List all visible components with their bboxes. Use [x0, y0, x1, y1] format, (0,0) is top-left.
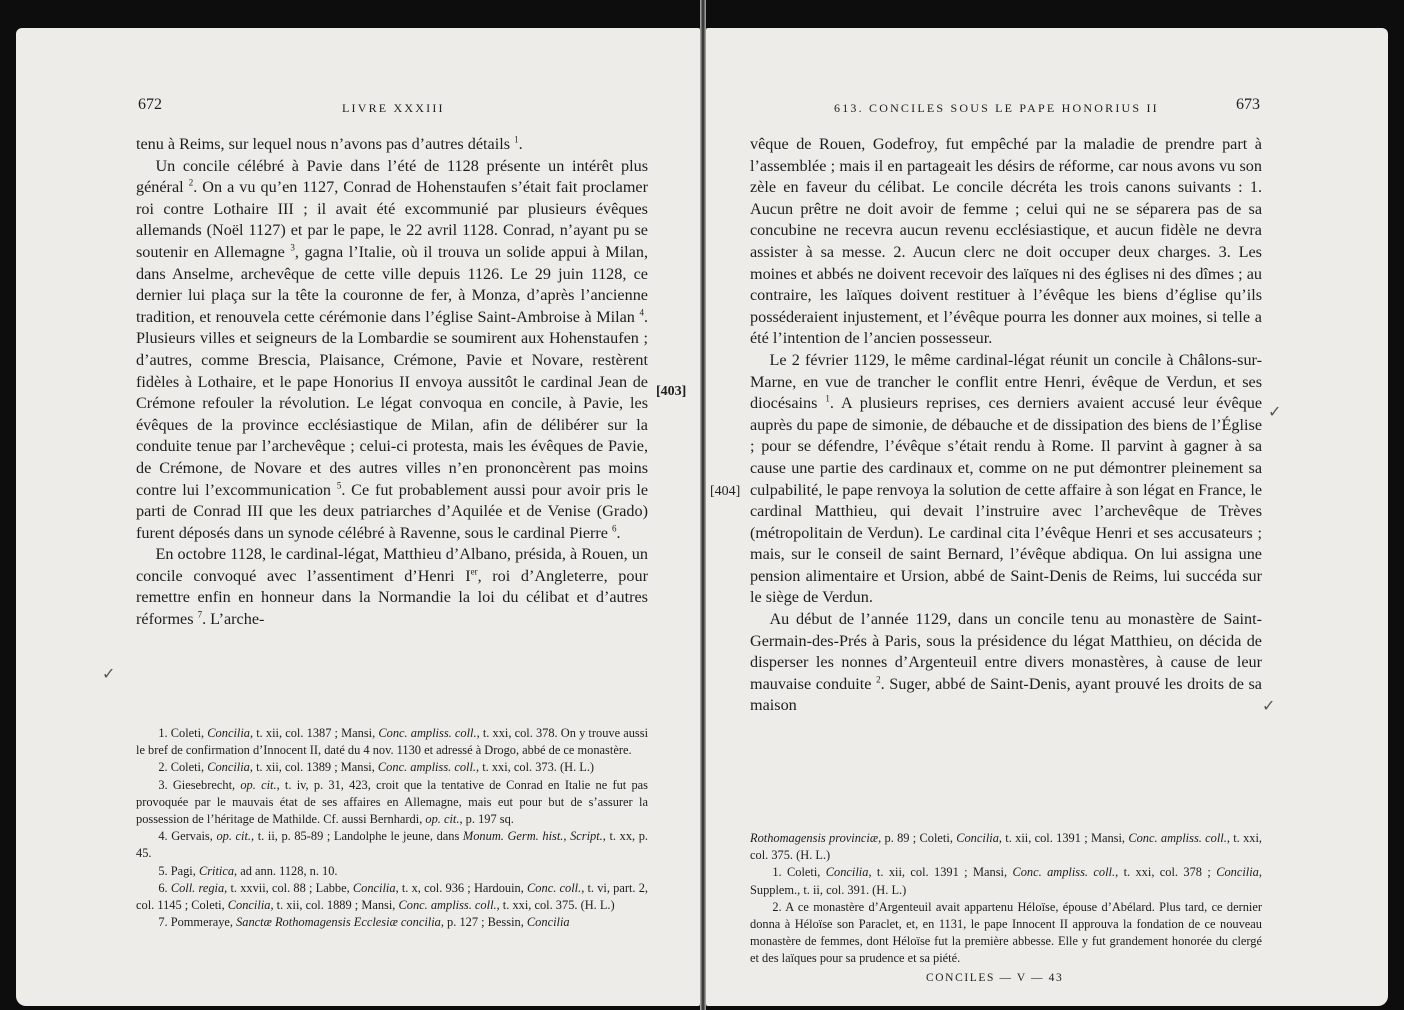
- footnote: 6. Coll. regia, t. xxvii, col. 88 ; Labbe, Concilia, t. x, col. 936 ; Hardouin, Conc. coll., t. vi, part. 2, col. 1145 ; Coleti, Concilia, t. xii, col. 1889 ; Mansi, Conc. ampliss. coll., t. xxi, col. 375. (H. L.): [136, 880, 649, 913]
- note-ref: 1: [514, 134, 519, 145]
- page-number: 673: [1236, 96, 1260, 113]
- margin-number: [404]: [710, 484, 741, 499]
- body-text: [750, 134, 1262, 717]
- body-text: [136, 134, 648, 631]
- footnote: 3. Giesebrecht, op. cit., t. iv, p. 31, 423, croit que la tentative de Conrad en Italie ne fut pas provoquée par le mauvais état de ses affaires en Allemagne, mais eut pour but de s’assurer la possession de l’héritage de Mathilde. Cf. aussi Bernhardi, op. cit., p. 197 sq.: [136, 777, 648, 827]
- page-number: 672: [138, 96, 162, 113]
- paragraph: En octobre 1128, le cardinal-légat, Matthieu d’Albano, présida, à Rouen, un concile convoqué avec l’assentiment d’Henri Ier, roi d’Angleterre, pour remettre enfin en honneur dans la Normandie la loi du célibat et d’autres réformes $^7$. L’arche-: [136, 545, 648, 629]
- pencil-tick-mark: ✓: [102, 666, 116, 683]
- note-ref: 3: [290, 242, 295, 253]
- paragraph: tenu à Reims, sur lequel nous n’avons pas d’autres détails $^1$.: [136, 134, 523, 153]
- paragraph: Au début de l’année 1129, dans un concile tenu au monastère de Saint-Germain-des-Prés à Paris, sous la présidence du légat Matthieu, on décida de disperser les nonnes d’Argenteuil entre divers monastères, à cause de leur mauvaise conduite $^2$. Suger, abbé de Saint-Denis, ayant prouvé les droits de sa maison: [750, 610, 1262, 715]
- margin-number: [403]: [656, 384, 687, 399]
- footnotes: [750, 830, 1262, 968]
- running-head: 613. CONCILES SOUS LE PAPE HONORIUS II: [834, 101, 1159, 115]
- running-head: LIVRE XXXIII: [342, 101, 445, 115]
- note-ref: 5: [336, 480, 342, 491]
- footnote: 7. Pommeraye, Sanctæ Rothomagensis Ecclesiæ concilia, p. 127 ; Bessin, Concilia: [158, 915, 570, 930]
- pencil-tick-mark: ✓: [1262, 698, 1276, 715]
- footnotes: [136, 725, 648, 931]
- note-ref: 2: [188, 177, 194, 188]
- printer-signature: CONCILES — V — 43: [926, 972, 1064, 984]
- right-page: [706, 28, 1388, 1006]
- footnote: Rothomagensis provinciæ, p. 89 ; Coleti, Concilia, t. xii, col. 1391 ; Mansi, Conc. ampliss. coll., t. xxi, col. 375. (H. L.): [750, 831, 1263, 863]
- superscript: er: [470, 566, 478, 577]
- note-ref: 2: [876, 674, 881, 685]
- footnote: 1. Coleti, Concilia, t. xii, col. 1391 ; Mansi, Conc. ampliss. coll., t. xxi, col. 378 ; Concilia, Supplem., t. ii, col. 391. (H. L.): [750, 865, 1262, 897]
- footnote: 5. Pagi, Critica, ad ann. 1128, n. 10.: [158, 863, 338, 878]
- footnote: 2. Coleti, Concilia, t. xii, col. 1389 ; Mansi, Conc. ampliss. coll., t. xxi, col. 373. (H. L.): [158, 760, 595, 775]
- note-ref: 4: [639, 307, 644, 318]
- paragraph: vêque de Rouen, Godefroy, fut empêché par la maladie de prendre part à l’assemblée ; mais il en partageait les désirs de réforme, car nous avons vu son zèle en faveur du célibat. Le concile décréta les trois canons suivants : 1. Aucun prêtre ne doit avoir de femme ; celui qui ne se séparera pas de sa concubine ne recevra aucun revenu ecclésiastique, et aucun fidèle ne devra assister à sa messe. 2. Aucun clerc ne doit occuper deux charges. 3. Les moines et abbés ne doivent recevoir des laïques ni des églises ni des dîmes ; au contraire, les laïques doivent restituer à l’évêque les biens d’église qu’ils posséderaient injustement, et l’évêque pourra les donner aux moines, si telle a été l’intention de l’ancien possesseur.: [750, 135, 1262, 348]
- paragraph: Un concile célébré à Pavie dans l’été de 1128 présente un intérêt plus général $^2$. On a vu qu’en 1127, Conrad de Hohenstaufen s’était fait proclamer roi contre Lothaire III ; il avait été excommunié par plusieurs évêques allemands (Noël 1127) et par le pape, le 22 avril 1128. Conrad, n’ayant pu se soutenir en Allemagne $^3$, gagna l’Italie, où il trouva un solide appui à Milan, dans Anselme, archevêque de cette ville depuis 1126. Le 29 juin 1128, ce dernier lui plaça sur la tête la couronne de fer, à Monza, d’après l’ancienne tradition, et renouvela cette cérémonie dans l’église Saint-Ambroise à Milan $^4$. Plusieurs villes et seigneurs de la Lombardie se soumirent aux Hohenstaufen ; d’autres, comme Brescia, Plaisance, Crémone, Pavie et Novare, restèrent fidèles à Lothaire, et le pape Honorius II envoya aussitôt le cardinal Jean de Crémone refouler la révolution. Le légat convoqua en concile, à Pavie, les évêques de la province ecclésiastique de Milan, afin de délibérer sur la conduite tenue par l’archevêque ; celui-ci protesta, mais les évêques de Pavie, de Crémone, de Novare et des autres villes n’en prononcèrent pas moins contre lui l’excommunication $^5$. Ce fut probablement aussi pour avoir pris le parti de Conrad III que les deux patriarches d’Aquilée et de Venise (Grado) furent déposés dans un synode célébré à Ravenne, sous le cardinal Pierre $^6$.: [136, 156, 649, 542]
- footnote: 2. A ce monastère d’Argenteuil avait appartenu Héloïse, épouse d’Abélard. Plus tard, ce dernier donna à Héloïse son Paraclet, et, en 1131, le pape Innocent II approuva la fondation de ce nouveau monastère de femmes, dont Héloïse fut la première abbesse. Elle y fut grandement honorée du clergé et des laïques pour sa prudence et sa piété.: [750, 899, 1262, 966]
- note-ref: 1: [825, 393, 830, 404]
- pencil-tick-mark: ✓: [1268, 404, 1282, 421]
- left-page: [16, 28, 700, 1006]
- footnote: 1. Coleti, Concilia, t. xii, col. 1387 ; Mansi, Conc. ampliss. coll., t. xxi, col. 378. On y trouve aussi le bref de confirmation d’Innocent II, daté du 4 nov. 1130 et adressé à Drogo, abbé de ce monastère.: [136, 726, 649, 758]
- footnote: 4. Gervais, op. cit., t. ii, p. 85-89 ; Landolphe le jeune, dans Monum. Germ. hist., Script., t. xx, p. 45.: [136, 829, 649, 861]
- paragraph: Le 2 février 1129, le même cardinal-légat réunit un concile à Châlons-sur-Marne, en vue de trancher le conflit entre Henri, évêque de Verdun, et ses diocésains $^1$. A plusieurs reprises, ces derniers avaient accusé leur évêque auprès du pape de simonie, de débauche et de dissipation des biens de l’Église ; pour se défendre, l’évêque s’était rendu à Rome. Il parvint à gagner à sa cause une partie des cardinaux et, comme on ne put démontrer pleinement sa culpabilité, le pape renvoya la solution de cette affaire à son légat en France, le cardinal Matthieu, qui devait l’instruire avec l’archevêque de Trèves (métropolitain de Verdun). Le cardinal cita l’évêque Henri et ses accusateurs ; mais, sur le conseil de saint Bernard, l’évêque abdiqua. On lui assigna une pension alimentaire et Ursion, abbé de Saint-Denis de Reims, lui succéda sur le siège de Verdun.: [750, 350, 1263, 607]
- note-ref: 6: [612, 523, 617, 534]
- note-ref: 7: [197, 609, 203, 620]
